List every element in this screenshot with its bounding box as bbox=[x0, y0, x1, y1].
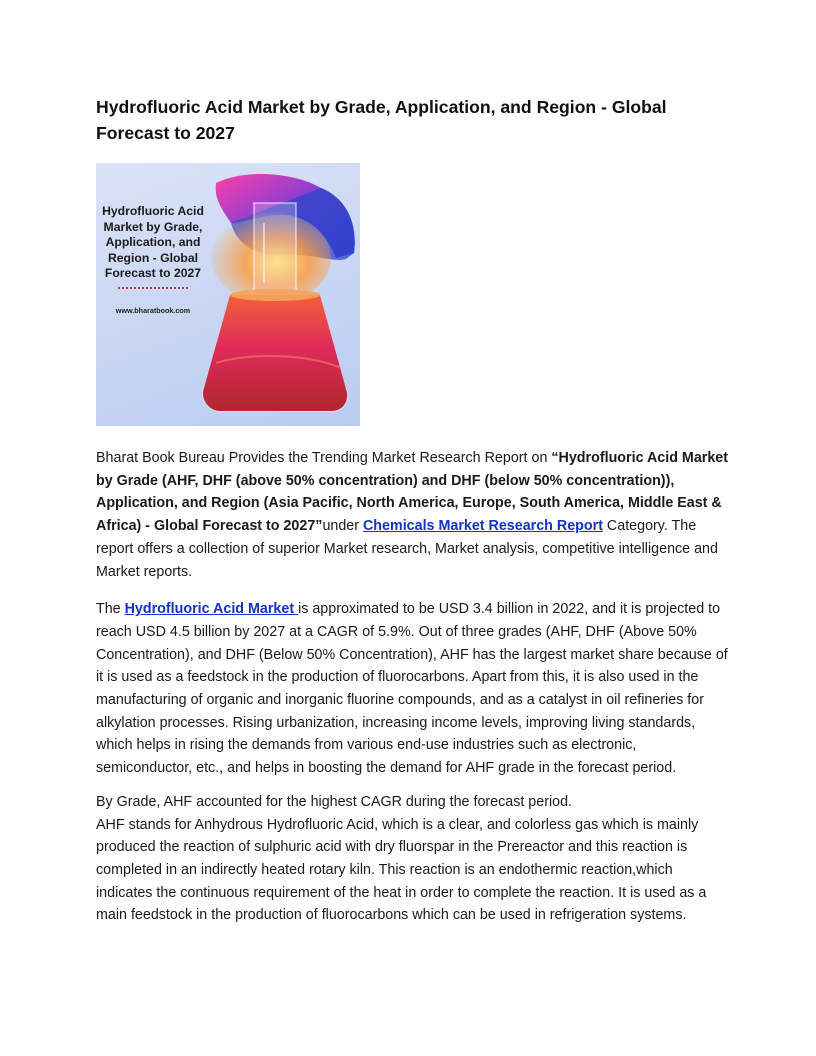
flask-illustration bbox=[96, 163, 360, 426]
document-page bbox=[96, 94, 728, 927]
report-cover-image bbox=[96, 163, 360, 426]
category-link[interactable]: Chemicals Market Research Report bbox=[362, 518, 603, 535]
intro-paragraph: Bharat Book Bureau Provides the Trending Market Research Report on “Hydrofluoric Acid Market by Grade (AHF, DHF (above 50% concentration) and DHF (below 50% concentration)), Application, and Region (Asia Pacific, North America, Europe, South America, Middle East & Africa) - Global Forecast to 2027”under Chemicals Market Research Report Category. The report offers a collection of superior Market research, Market analysis, competitive intelligence and Market reports. bbox=[96, 450, 728, 580]
market-paragraph: The Hydrofluoric Acid Market is approximated to be USD 3.4 billion in 2022, and it is projected to reach USD 4.5 billion by 2027 at a CAGR of 5.9%. Out of three grades (AHF, DHF (Above 50% Concentration), and DHF (Below 50% Concentration), AHF has the largest market share because of it is used as a feedstock in the production of fluorocarbons. Apart from this, it is also used in the manufacturing of organic and inorganic fluorine compounds, and as a catalyst in oil refineries for alkylation processes. Rising urbanization, increasing income levels, improving living standards, which helps in rising the demands from various end-use industries such as electronic, semiconductor, etc., and helps in boosting the demand for AHF grade in the forecast period. bbox=[96, 601, 728, 777]
page-title: Hydrofluoric Acid Market by Grade, Application, and Region - Global Forecast to 2027 bbox=[96, 97, 667, 143]
cover-divider bbox=[118, 287, 188, 289]
cover-url: www.bharatbook.com bbox=[115, 306, 191, 315]
grade-lead: By Grade, AHF accounted for the highest CAGR during the forecast period. bbox=[96, 793, 573, 810]
grade-body: AHF stands for Anhydrous Hydrofluoric Acid, which is a clear, and colorless gas which is mainly produced the reaction of sulphuric acid with dry fluorspar in the Prereactor and this reaction is completed in an indirectly heated rotary kiln. This reaction is an endothermic reaction,which indicates the continuous requirement of the heat in order to complete the reaction. It is used as a main feedstock in the production of fluorocarbons which can be used in refrigeration systems. bbox=[96, 816, 707, 924]
report-name: “Hydrofluoric Acid Market by Grade (AHF, DHF (above 50% concentration) and DHF (below 50% concentration)), Application, and Region (Asia Pacific, North America, Europe, South America, Middle East & Africa) - Global Forecast to 2027” bbox=[96, 450, 728, 535]
market-link[interactable]: Hydrofluoric Acid Market bbox=[124, 601, 299, 618]
cover-title: Hydrofluoric Acid Market by Grade, Application, and Region - Global Forecast to 2027 bbox=[102, 204, 204, 280]
grade-paragraph bbox=[96, 791, 728, 927]
